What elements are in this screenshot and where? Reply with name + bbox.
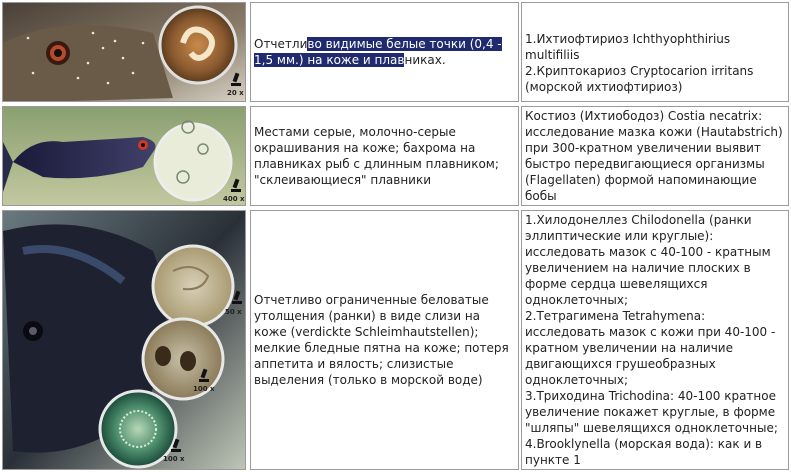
row1-symptom-cell bbox=[250, 2, 519, 102]
diagnosis-item: 1.Хилодонеллез Chilodonella (ранки эллиптические или круглые): исследовать мазок с 40-100 - кратным увеличением на наличие плоских в форме сердца шевелящихся одноклеточных; bbox=[525, 213, 771, 307]
fish-costia-photo bbox=[3, 107, 246, 206]
row1-symptom-text[interactable]: Отчетливо видимые белые точки (0,4 - 1,5 мм.) на коже и плавниках. bbox=[254, 37, 502, 67]
microscope-icon bbox=[199, 369, 209, 382]
row3-symptom-cell bbox=[250, 210, 519, 470]
row1-diagnosis-cell bbox=[521, 2, 789, 102]
microscope-icon bbox=[232, 291, 242, 304]
magnification-label: 100 x bbox=[193, 385, 215, 393]
diagnosis-item: 1.Ихтиофтириоз Ichthyophthirius multifiliis bbox=[525, 32, 731, 62]
magnification-label: 400 x bbox=[223, 195, 245, 203]
text-selection[interactable]: во видимые белые точки (0,4 - 1,5 мм.) на коже и плав bbox=[254, 37, 502, 67]
magnification-label: 100 x bbox=[163, 455, 185, 463]
diagnosis-item: 2.Тетрагимена Tetrahymena: исследовать мазок с кожи при 40-100 - кратном увеличении на наличие двигающихся грушеобразных одноклеточных; bbox=[525, 309, 776, 387]
row2-symptom-text: Местами серые, молочно-серые окрашивания на коже; бахрома на плавниках рыб с длинным плавником; "склеивающиеся" плавники bbox=[254, 125, 499, 187]
row2-diagnosis-text: Костиоз (Ихтиободоз) Costia necatrix: исследование мазка кожи (Hautabstrich) при 300-кратном увеличении выявит быстро передвигающиеся организмы (Flagellaten) формой напоминающие бобы bbox=[525, 109, 783, 203]
magnification-label: 50 x bbox=[225, 308, 242, 316]
diagnosis-item: 2.Криптокариоз Cryptocarion irritans (морской ихтиофтириоз) bbox=[525, 64, 754, 94]
row2-symptom-cell bbox=[250, 106, 519, 206]
fish-ich-photo bbox=[3, 3, 246, 102]
microscope-icon bbox=[171, 439, 181, 452]
microscope-icon bbox=[231, 179, 241, 192]
row2-diagnosis-cell bbox=[521, 106, 789, 206]
diagnosis-item: 3.Триходина Trichodina: 40-100 кратное увеличение покажет круглые, в форме "шляпы" шевелящихся одноклеточные; bbox=[525, 389, 778, 435]
row1-image-cell bbox=[2, 2, 246, 102]
row3-diagnosis-cell bbox=[521, 210, 789, 470]
row3-image-cell bbox=[2, 210, 246, 470]
diagnosis-item: 4.Brooklynella (морская вода): как и в пункте 1 bbox=[525, 437, 763, 467]
microscope-icon bbox=[231, 73, 241, 86]
fish-chilodonella-photo bbox=[3, 211, 246, 470]
row3-symptom-text: Отчетливо ограниченные беловатые утолщения (ранки) в виде слизи на коже (verdickte Schleimhautstellen); мелкие бледные пятна на коже; потеря аппетита и вялость; слизистые выделения (только в морской воде) bbox=[254, 293, 509, 387]
row2-image-cell bbox=[2, 106, 246, 206]
magnification-label: 20 x bbox=[227, 89, 244, 97]
